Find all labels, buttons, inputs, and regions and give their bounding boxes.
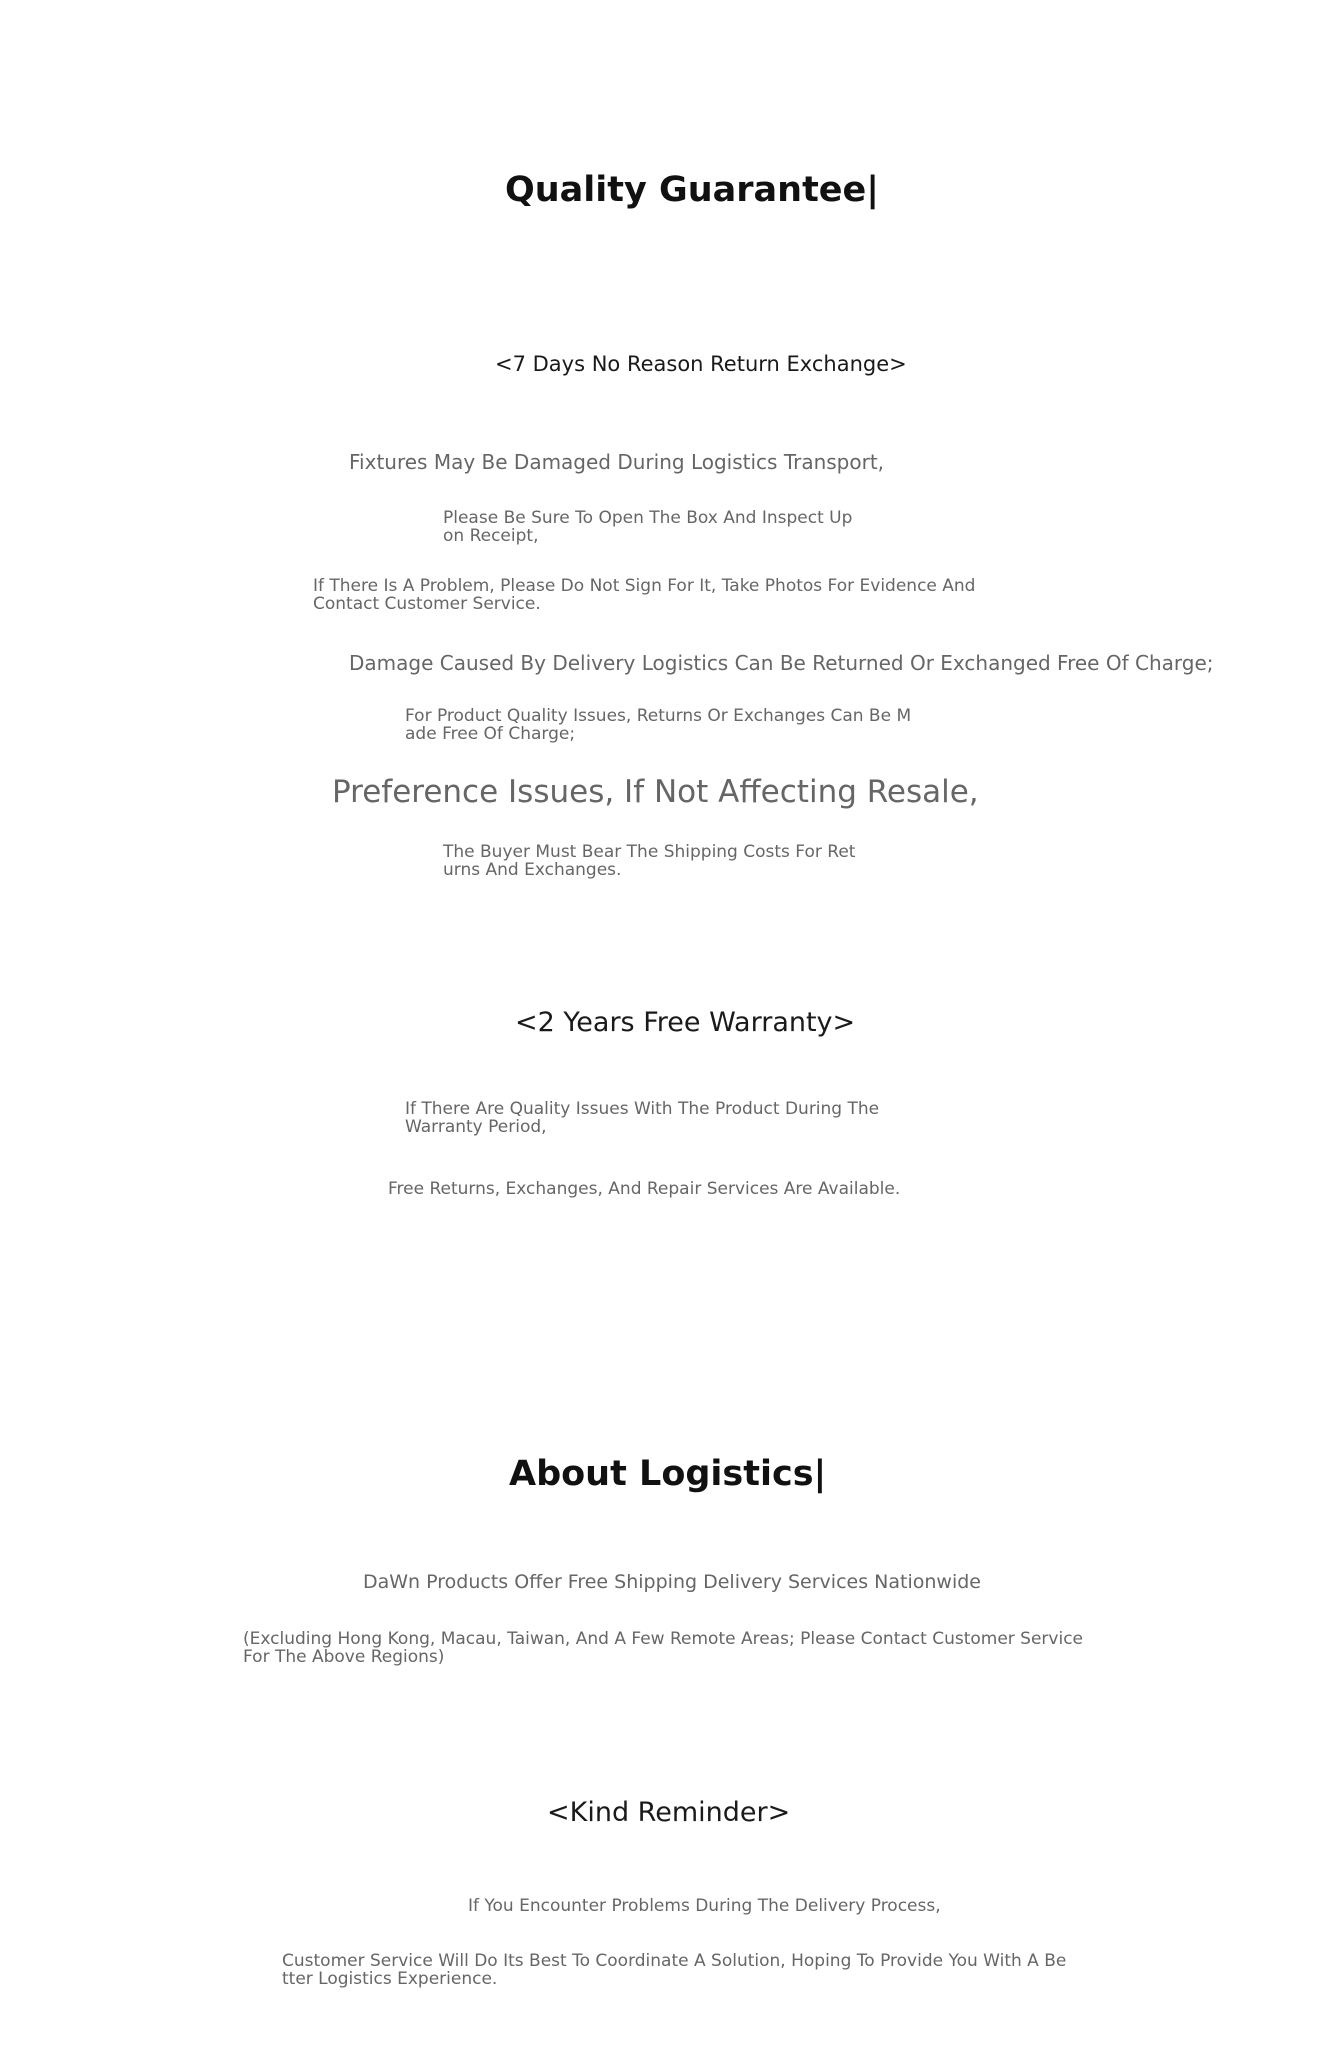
delivery-problems-text: If You Encounter Problems During The Delivery Process, bbox=[468, 1896, 941, 1916]
inspect-receipt-text: Please Be Sure To Open The Box And Inspect Up on Receipt, bbox=[443, 508, 853, 546]
transport-damage-text: Fixtures May Be Damaged During Logistics Transport, bbox=[349, 450, 885, 474]
quality-guarantee-title: Quality Guarantee| bbox=[505, 170, 880, 210]
quality-issue-text: For Product Quality Issues, Returns Or Exchanges Can Be M ade Free Of Charge; bbox=[405, 706, 912, 744]
delivery-damage-text: Damage Caused By Delivery Logistics Can Be Returned Or Exchanged Free Of Charge; bbox=[349, 651, 1214, 675]
warranty-heading: <2 Years Free Warranty> bbox=[515, 1007, 856, 1038]
warranty-period-text: If There Are Quality Issues With The Product During The Warranty Period, bbox=[405, 1099, 880, 1137]
problem-contact-text: If There Is A Problem, Please Do Not Sign For It, Take Photos For Evidence And Contact Customer Service. bbox=[313, 576, 976, 614]
free-shipping-text: DaWn Products Offer Free Shipping Delivery Services Nationwide bbox=[363, 1571, 981, 1593]
warranty-services-text: Free Returns, Exchanges, And Repair Services Are Available. bbox=[388, 1179, 901, 1199]
return-exchange-heading: <7 Days No Reason Return Exchange> bbox=[495, 352, 907, 376]
customer-service-text: Customer Service Will Do Its Best To Coordinate A Solution, Hoping To Provide You With A Be tter Logistics Experience. bbox=[282, 1951, 1067, 1989]
shipping-cost-text: The Buyer Must Bear The Shipping Costs For Ret urns And Exchanges. bbox=[443, 842, 856, 880]
kind-reminder-heading: <Kind Reminder> bbox=[547, 1797, 791, 1828]
about-logistics-title: About Logistics| bbox=[509, 1454, 827, 1494]
excluded-regions-text: (Excluding Hong Kong, Macau, Taiwan, And A Few Remote Areas; Please Contact Customer Service For The Above Regions) bbox=[243, 1629, 1084, 1667]
preference-issue-text: Preference Issues, If Not Affecting Resale, bbox=[332, 774, 979, 810]
